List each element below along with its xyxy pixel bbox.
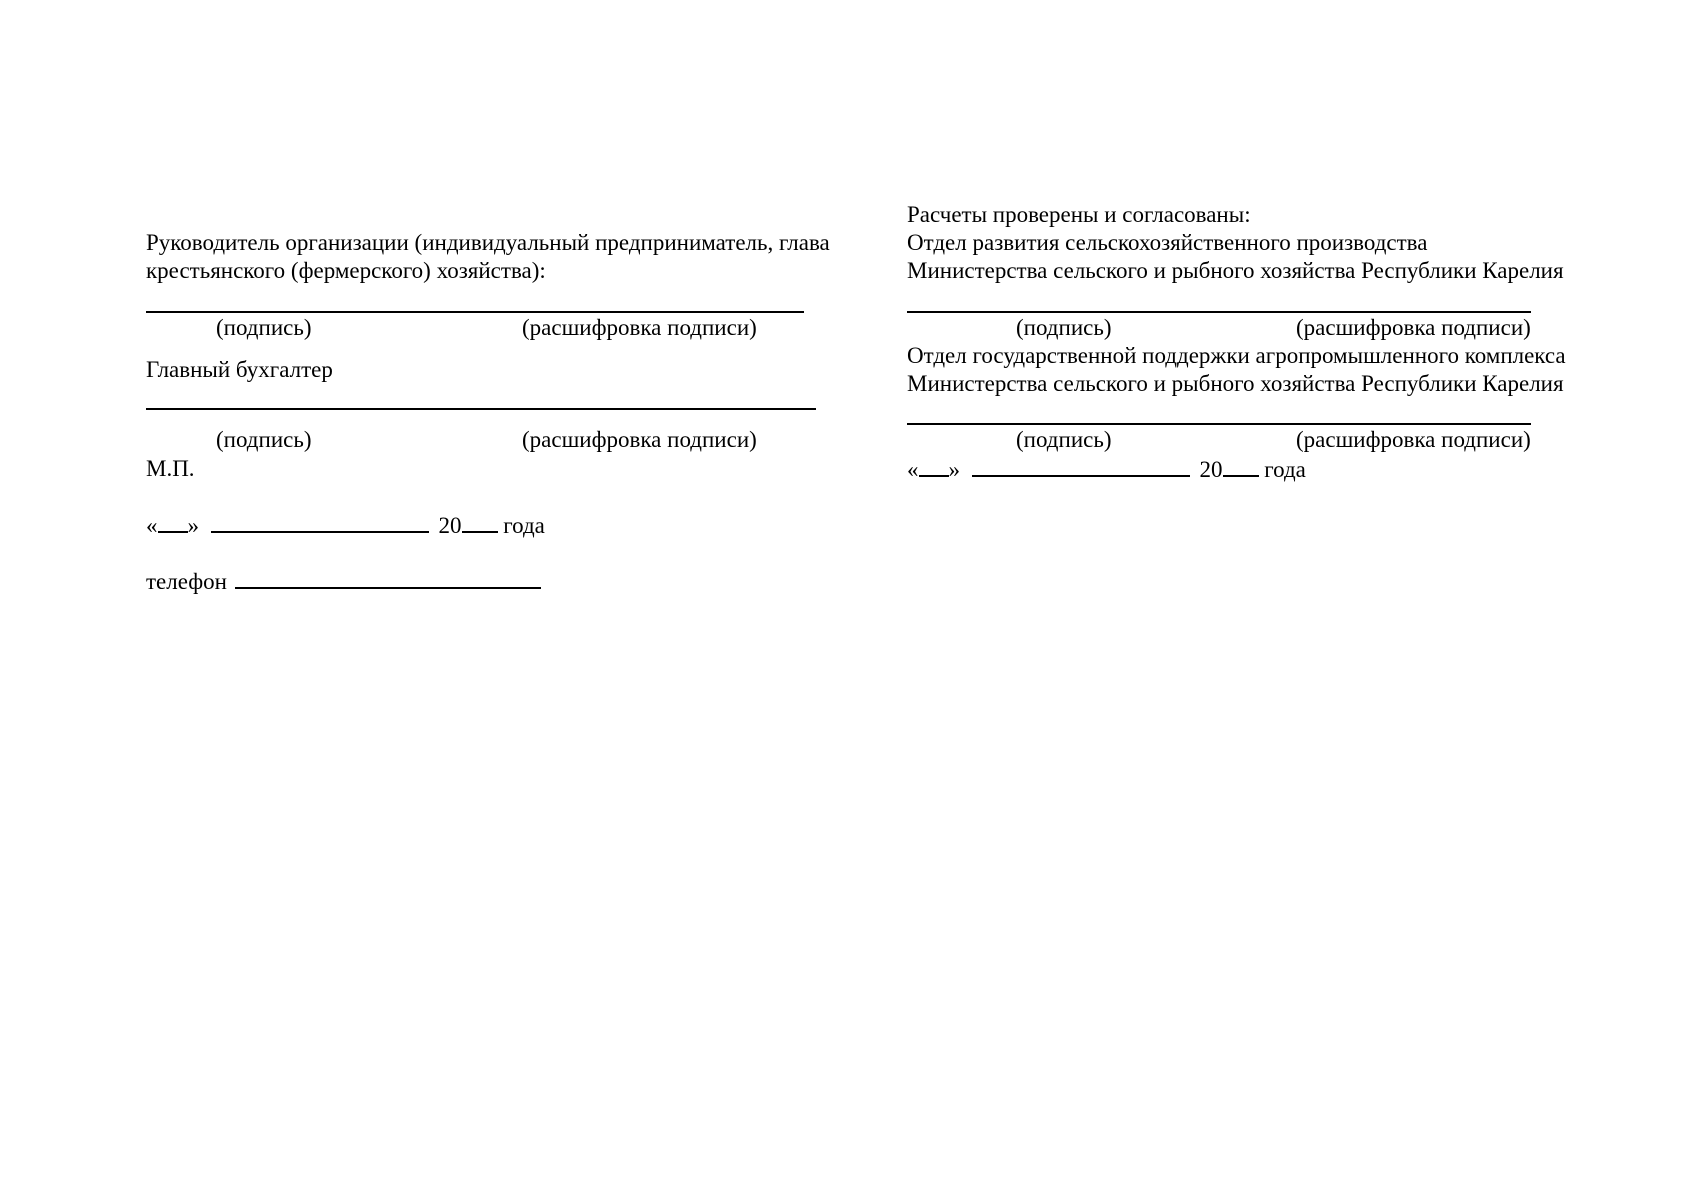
accountant-signature-line (146, 408, 816, 410)
year-suffix: года (503, 513, 545, 538)
dept1-line1: Отдел развития сельскохозяйственного производства (907, 230, 1428, 255)
checked-agreed-label: Расчеты проверены и согласованы: (907, 202, 1251, 227)
day-blank (158, 511, 188, 533)
phone-line (146, 567, 541, 596)
month-blank (211, 511, 429, 533)
phone-label: телефон (146, 569, 227, 594)
date-open-quote: « (907, 457, 919, 482)
right-date-line (907, 455, 1306, 484)
phone-blank (235, 567, 541, 589)
head-title-line2: крестьянского (фермерского) хозяйства): (146, 258, 546, 283)
year-blank (1223, 455, 1259, 477)
head-decode-caption: (расшифровка подписи) (522, 315, 757, 340)
dept1-decode-caption: (расшифровка подписи) (1296, 315, 1531, 340)
year-suffix: года (1264, 457, 1306, 482)
head-title-line1: Руководитель организации (индивидуальный предприниматель, глава (146, 230, 830, 255)
dept1-signature-line (907, 311, 1531, 313)
left-date-line (146, 511, 545, 540)
dept2-signature-line (907, 423, 1531, 425)
dept2-decode-caption: (расшифровка подписи) (1296, 427, 1531, 452)
dept2-signature-caption: (подпись) (1016, 427, 1112, 452)
year-prefix: 20 (1199, 457, 1223, 482)
dept1-signature-caption: (подпись) (1016, 315, 1112, 340)
chief-accountant-label: Главный бухгалтер (146, 357, 333, 382)
accountant-decode-caption: (расшифровка подписи) (522, 427, 757, 452)
accountant-signature-caption: (подпись) (216, 427, 312, 452)
dept2-line1: Отдел государственной поддержки агропромышленного комплекса (907, 343, 1566, 368)
month-blank (972, 455, 1190, 477)
stamp-place-label: М.П. (146, 456, 195, 481)
dept2-line2: Министерства сельского и рыбного хозяйства Республики Карелия (907, 371, 1564, 396)
head-signature-line (146, 311, 804, 313)
year-prefix: 20 (438, 513, 462, 538)
date-close-quote: » (948, 457, 960, 482)
date-open-quote: « (146, 513, 158, 538)
day-blank (919, 455, 949, 477)
year-blank (462, 511, 498, 533)
date-close-quote: » (187, 513, 199, 538)
head-signature-caption: (подпись) (216, 315, 312, 340)
dept1-line2: Министерства сельского и рыбного хозяйства Республики Карелия (907, 258, 1564, 283)
